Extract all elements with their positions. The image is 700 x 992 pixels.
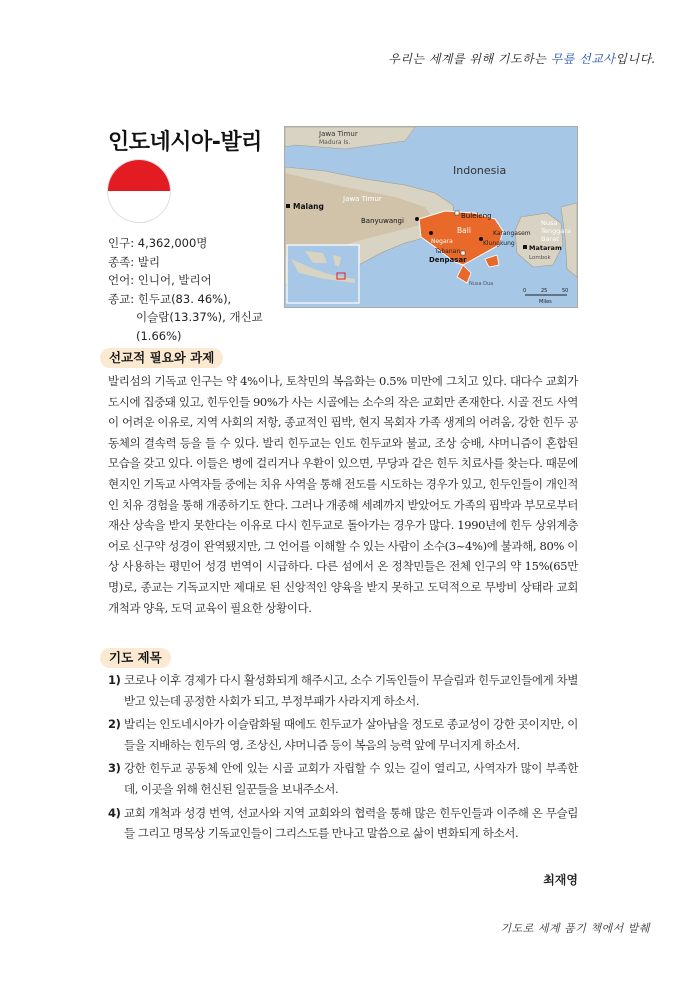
country-title: 인도네시아-발리 <box>108 130 262 155</box>
motto-pre: 우리는 세계를 위해 기도하는 <box>388 52 551 66</box>
prayer-item-number: 1) <box>108 673 121 687</box>
country-facts <box>108 234 298 345</box>
map-scale-0: 0 <box>523 288 527 294</box>
motto-highlight: 무릎 선교사 <box>550 52 616 66</box>
map-label-country: Indonesia <box>453 164 507 177</box>
author-name: 최재영 <box>543 873 578 887</box>
section-prayer-label: 기도 제목 <box>100 648 171 668</box>
prayer-item-number: 2) <box>108 717 121 732</box>
header-motto <box>388 50 656 67</box>
mataram-marker-icon <box>523 245 527 249</box>
map-label-bali: Bali <box>457 226 471 235</box>
fact-population: 인구: 4,362,000명 <box>108 236 208 250</box>
fact-language: 언어: 인니어, 발리어 <box>108 273 212 287</box>
footer-caption: 기도로 세계 품기 책에서 발췌 <box>500 922 650 935</box>
map-label-tenggara: Tenggara <box>541 227 571 235</box>
map-label-lombok: Lombok <box>529 255 551 261</box>
map-label-banyuwangi: Banyuwangi <box>361 217 404 225</box>
map-scale-50: 50 <box>562 288 569 294</box>
map-label-tabanan: Tabanan <box>435 248 461 255</box>
malang-marker-icon <box>286 204 290 208</box>
buleleng-marker-icon <box>455 211 459 215</box>
map-label-jawa-timur: Jawa Timur <box>343 195 382 203</box>
map-label-mataram: Mataram <box>529 244 562 252</box>
prayer-item-text: 교회 개척과 성경 번역, 선교사와 지역 교회와의 협력을 통해 많은 힌두인들과 이주해 온 무슬림들 그리고 명목상 기독교인들이 그리스도를 만나고 말씀으로 삶이 변화되게 하소서. <box>124 805 578 841</box>
prayer-item <box>108 758 578 799</box>
section-need-label: 선교적 필요와 과제 <box>100 348 223 368</box>
section-need-body: 발리섬의 기독교 인구는 약 4%이나, 토착민의 복음화는 0.5% 미만에 그치고 있다. 대다수 교회가 도시에 집중돼 있고, 힌두인들 90%가 사는 시골에는 소수의 작은 교회만 존재한다. 시골 전도 사역이 어려운 이유로, 지역 사회의 저항, 종교적인 핍박, 현지 목회자 가족 생계의 어려움, 강한 힌두 공동체의 결속력 등을 들 수 있다. 발리 힌두교는 인도 힌두교와 불교, 조상 숭배, 샤머니즘이 혼합된 모습을 갖고 있다. 이들은 병에 걸리거나 우환이 있으면, 무당과 같은 힌두 치료사를 찾는다. 때문에 현지인 기독교 사역자들 중에는 치유 사역을 통해 전도를 시도하는 경우가 있고, 힌두인들이 개인적인 치유 경험을 통해 개종하기도 한다. 그러나 개종해 세례까지 받았어도 가족의 핍박과 부모로부터 재산 상속을 받지 못한다는 이유로 다시 힌두교로 돌아가는 경우가 많다. 1990년에 힌두 상위계층어로 신구약 성경이 완역됐지만, 그 언어를 이해할 수 있는 사람이 소수(3~4%)에 불과해, 80% 이상 사용하는 평민어 성경 번역이 시급하다. 다른 섬에서 온 정착민들은 전체 인구의 약 15%(65만 명)로, 종교는 기독교지만 제대로 된 신앙적인 양육을 받지 못하고 도덕적으로 무방비 상태라 교회 개척과 양육, 도덕 교육이 필요한 상황이다. <box>108 374 578 615</box>
prayer-item-text: 코로나 이후 경제가 다시 활성화되게 해주시고, 소수 기독인들이 무슬림과 힌두교인들에게 차별받고 있는데 공정한 사회가 되고, 부정부패가 사라지게 하소서. <box>124 673 578 708</box>
indonesia-flag-icon <box>108 160 170 222</box>
map-label-negara: Negara <box>431 238 453 245</box>
map-label-buleleng: Buleleng <box>461 212 492 220</box>
prayer-item-text: 강한 힌두교 공동체 안에 있는 시골 교회가 자립할 수 있는 길이 열리고, 사역자가 많이 부족한데, 이곳을 위해 헌신된 일꾼들을 보내주소서. <box>124 761 578 796</box>
map-scale-25: 25 <box>541 288 548 294</box>
fact-religion-cont: 이슬람(13.37%), 개신교(1.66%) <box>136 310 263 343</box>
motto-post: 입니다. <box>615 52 656 66</box>
prayer-item-number: 4) <box>108 805 121 820</box>
prayer-list <box>108 670 578 847</box>
map-label-nusa: Nusa <box>541 219 558 227</box>
prayer-item <box>108 803 578 844</box>
prayer-item-number: 3) <box>108 761 121 776</box>
flag-white-band <box>108 191 170 222</box>
map-label-peninsula: Nusa Dua <box>469 281 494 287</box>
map-label-sea-north: Jawa Timur <box>319 130 358 138</box>
banyuwangi-marker-icon <box>415 217 419 221</box>
map-label-karangasem: Karangasem <box>493 230 531 237</box>
prayer-item <box>108 670 578 711</box>
map-scale-unit: Miles <box>539 299 552 305</box>
map-label-malang: Malang <box>293 202 324 211</box>
flag-red-band <box>108 160 170 191</box>
fact-ethnicity: 종족: 발리 <box>108 254 160 269</box>
map-label-denpasar: Denpasar <box>429 256 467 264</box>
map-label-madura: Madura Is. <box>319 139 351 146</box>
denpasar-marker-icon <box>461 251 465 255</box>
negara-marker-icon <box>429 231 433 235</box>
bali-map <box>284 126 578 308</box>
prayer-item-text: 발리는 인도네시아가 이슬람화될 때에도 힌두교가 살아남을 정도로 종교성이 강한 곳이지만, 이들을 지배하는 힌두의 영, 조상신, 샤머니즘 등이 복음의 능력 앞에 무너지게 하소서. <box>124 717 578 752</box>
fact-religion: 종교: 힌두교(83. 46%), <box>108 291 232 306</box>
prayer-item <box>108 714 578 755</box>
map-label-klungkung: Klungkung <box>483 240 515 247</box>
map-label-barat: Barat <box>541 235 559 243</box>
